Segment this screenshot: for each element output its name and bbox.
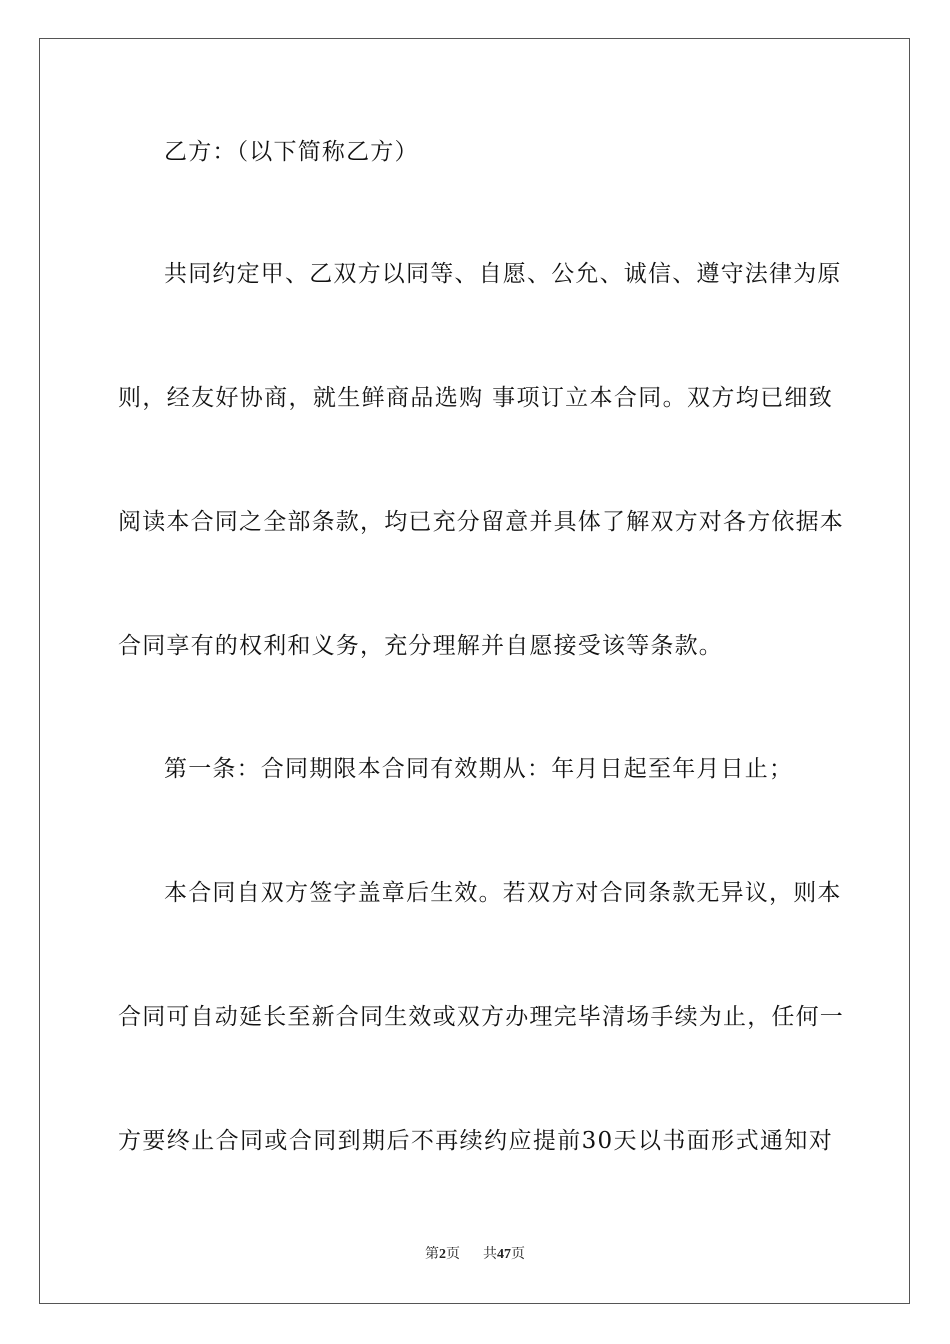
page-number: 2 — [439, 1247, 447, 1262]
paragraph-line: 合同可自动延长至新合同生效或双方办理完毕清场手续为止，任何一 — [118, 1004, 844, 1030]
paragraph-line: 阅读本合同之全部条款，均已充分留意并具体了解双方对各方依据本 — [118, 509, 844, 535]
party-b-line: 乙方：（以下简称乙方） — [164, 139, 419, 165]
page-border — [39, 38, 910, 1304]
paragraph-line: 方要终止合同或合同到期后不再续约应提前30天以书面形式通知对 — [118, 1128, 833, 1154]
page-footer — [0, 1245, 950, 1264]
total-pages-indicator: 共47页 — [482, 1246, 525, 1262]
page-indicator: 第2页 — [425, 1246, 461, 1262]
total-pages: 47 — [496, 1247, 511, 1262]
paragraph-line: 则，经友好协商，就生鲜商品选购 事项订立本合同。双方均已细致 — [118, 385, 833, 411]
paragraph-line: 合同享有的权利和义务，充分理解并自愿接受该等条款。 — [118, 633, 723, 659]
paragraph-line: 本合同自双方签字盖章后生效。若双方对合同条款无异议，则本 — [164, 880, 842, 906]
article-one-line: 第一条：合同期限本合同有效期从：年月日起至年月日止； — [164, 756, 794, 782]
paragraph-line: 共同约定甲、乙双方以同等、自愿、公允、诚信、遵守法律为原 — [164, 261, 842, 287]
